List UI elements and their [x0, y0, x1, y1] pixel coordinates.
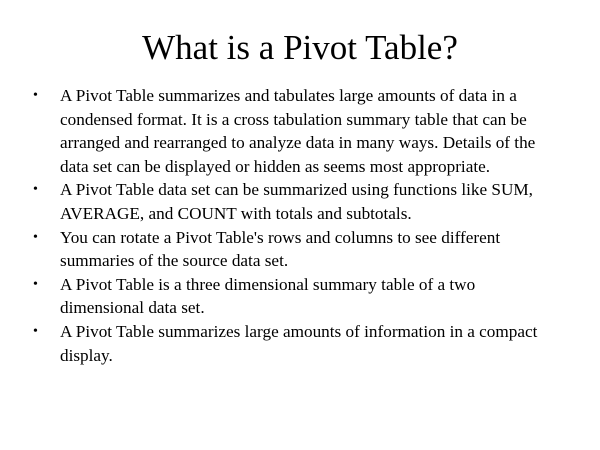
bullet-text-5: A Pivot Table summarizes large amounts of information in a compact display.: [60, 321, 538, 365]
bullet-text-2: A Pivot Table data set can be summarized using functions like SUM, AVERAGE, and COUNT with totals and subtotals.: [60, 180, 533, 223]
bullet-item-1: [33, 84, 561, 178]
bullet-icon: •: [33, 182, 38, 198]
bullet-item-4: [33, 273, 561, 320]
bullet-item-3: [33, 226, 561, 273]
bullet-list: [33, 84, 561, 367]
bullet-text-4: A Pivot Table is a three dimensional summary table of a two dimensional data set.: [60, 274, 476, 318]
bullet-icon: •: [33, 323, 38, 339]
bullet-icon: •: [33, 229, 38, 245]
bullet-item-2: [33, 178, 561, 225]
slide-title: What is a Pivot Table?: [142, 28, 458, 67]
bullet-icon: •: [33, 88, 38, 103]
bullet-text-3: You can rotate a Pivot Table's rows and columns to see different summaries of the source data set.: [60, 227, 501, 271]
bullet-icon: •: [33, 276, 38, 292]
bullet-text-1: A Pivot Table summarizes and tabulates large amounts of data in a condensed format. It is a cross tabulation summary table that can be arranged and rearranged to analyze data in many ways. Details of the data set can be displayed or hidden as seems most appropriate.: [60, 86, 536, 176]
bullet-item-5: [33, 320, 561, 367]
